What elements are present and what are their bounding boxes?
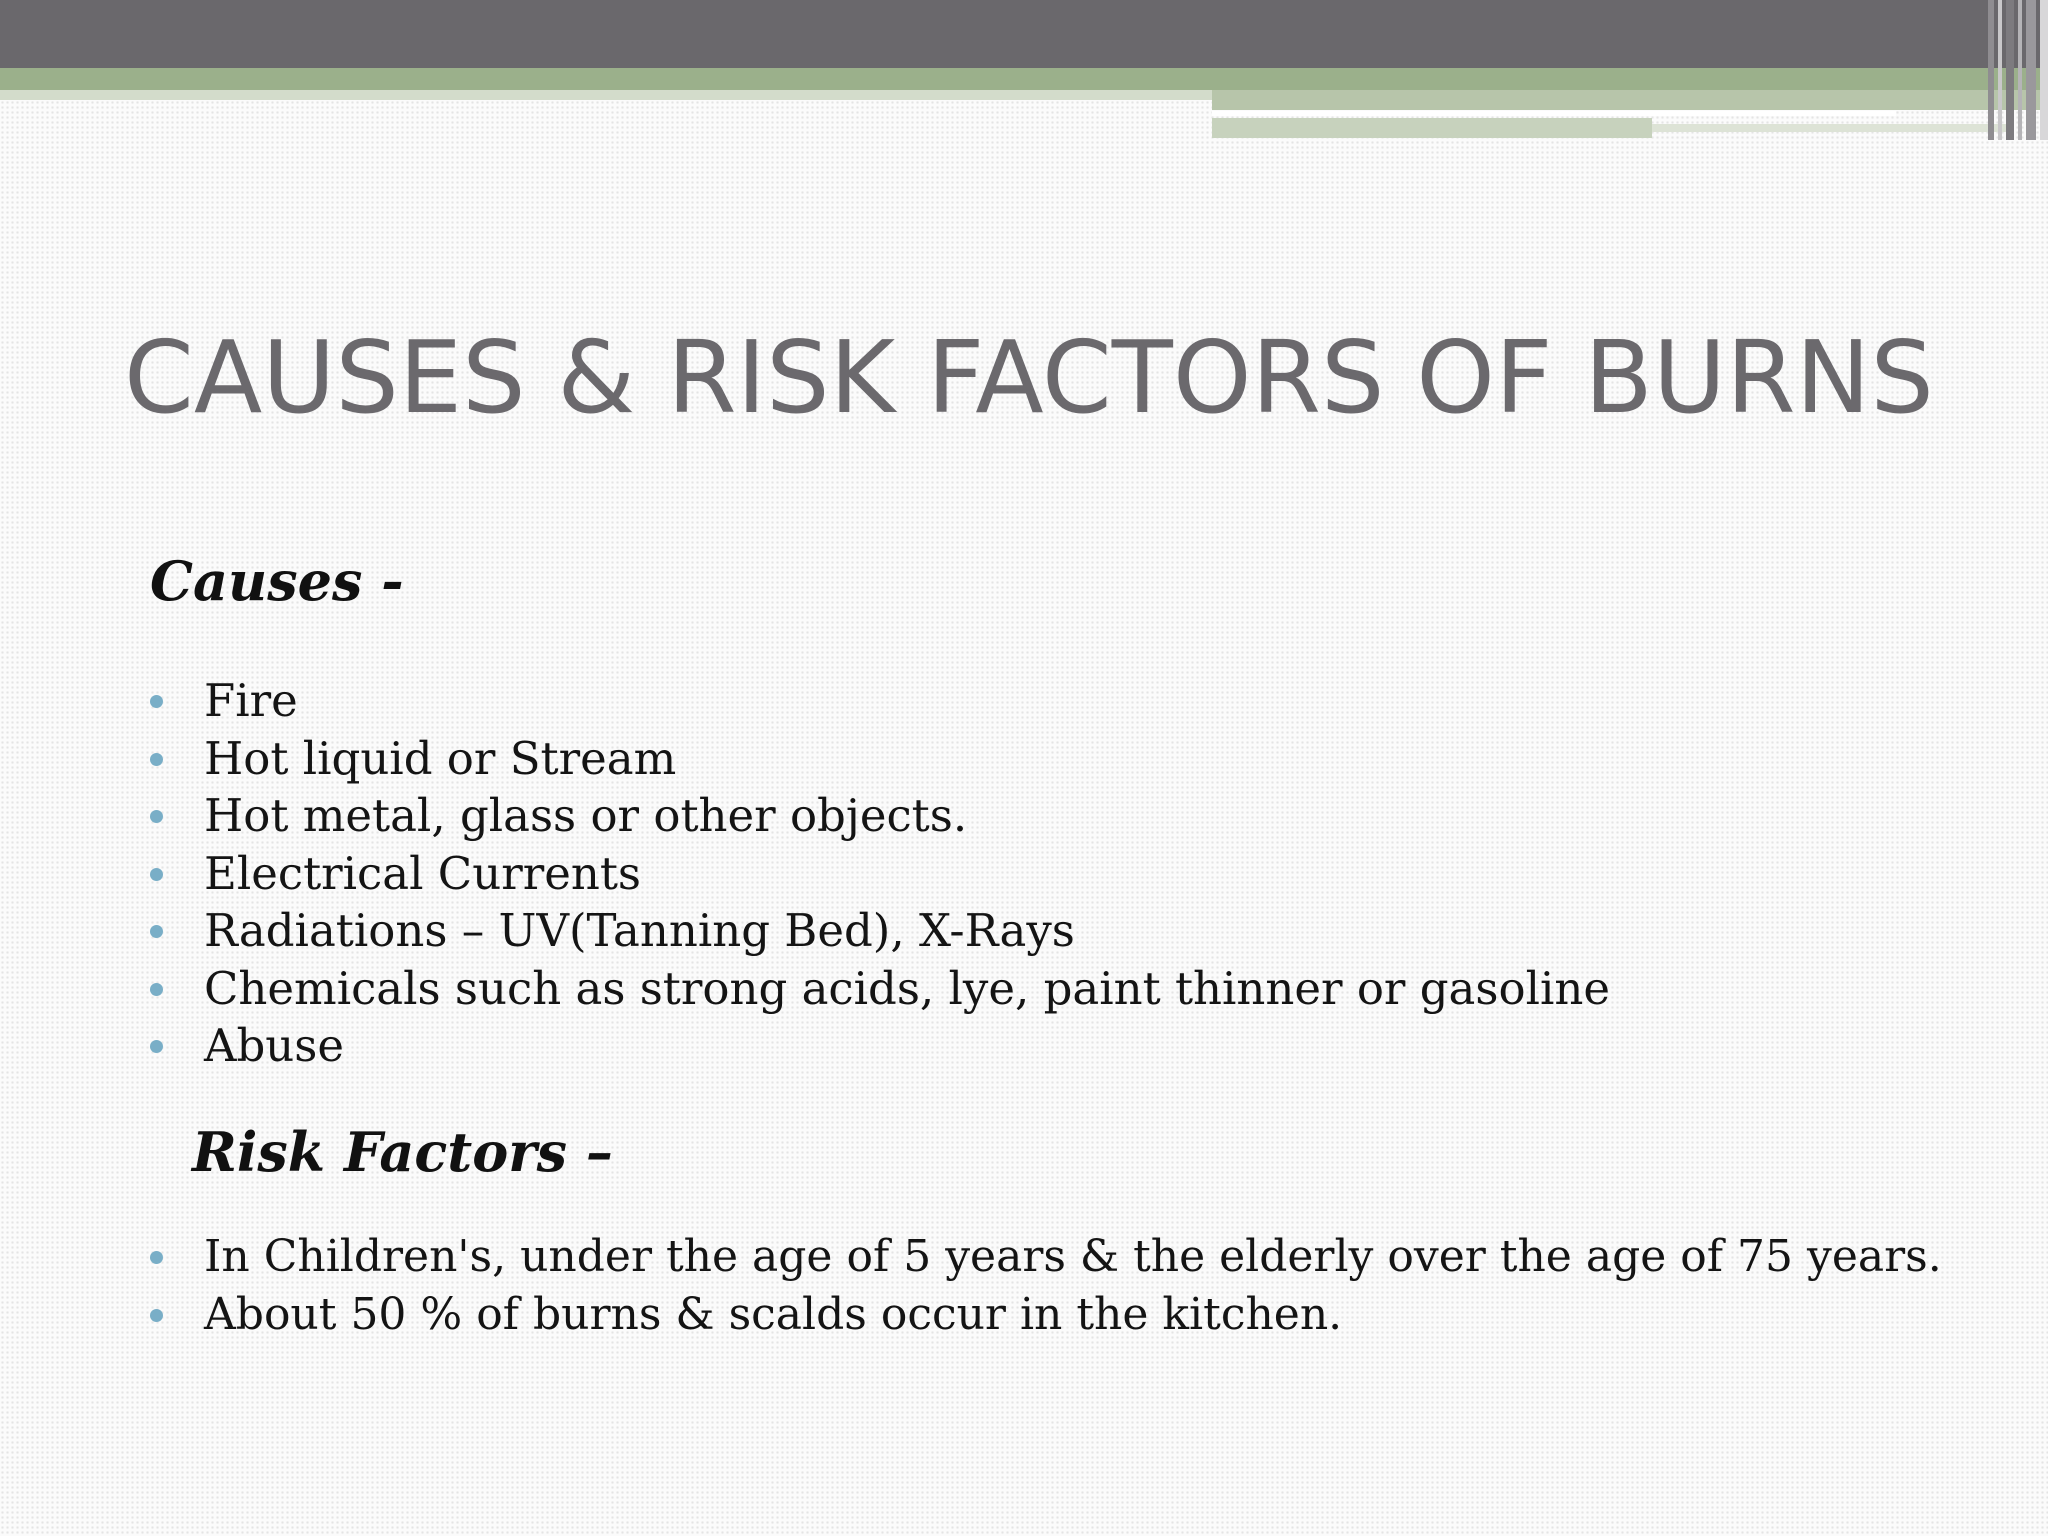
- bullet-icon: [150, 1251, 163, 1264]
- list-item-text: Chemicals such as strong acids, lye, paint thinner or gasoline: [204, 961, 1610, 1015]
- banner-light-green-band: [0, 90, 1212, 100]
- banner-vertical-stripe: [2040, 0, 2048, 140]
- list-item-text: Abuse: [204, 1019, 345, 1072]
- list-item: [150, 960, 1610, 1018]
- list-item-text: In Children's, under the age of 5 years & the elderly over the age of 75 years.: [204, 1231, 1942, 1282]
- list-item: [150, 1017, 1610, 1075]
- bullet-icon: [150, 1040, 163, 1053]
- banner-vertical-stripe: [2018, 0, 2022, 140]
- slide-title: CAUSES & RISK FACTORS OF BURNS: [124, 319, 1934, 436]
- list-item: [150, 730, 1610, 788]
- list-item-text: Radiations – UV(Tanning Bed), X-Rays: [204, 904, 1075, 957]
- banner-vertical-stripe: [2026, 0, 2036, 140]
- list-item-text: Fire: [204, 674, 298, 727]
- bullet-icon: [150, 753, 163, 766]
- risk-factors-list: [150, 1228, 1942, 1343]
- list-item-text: Hot liquid or Stream: [204, 731, 677, 785]
- banner-right-lower-band: [1212, 118, 1652, 138]
- banner-vertical-stripe: [2006, 0, 2014, 140]
- list-item-text: About 50 % of burns & scalds occur in the kitchen.: [204, 1288, 1343, 1340]
- list-item-text: Electrical Currents: [204, 846, 642, 900]
- risk-factors-heading: Risk Factors –: [192, 1120, 613, 1184]
- bullet-icon: [150, 868, 163, 881]
- banner-vertical-stripe: [1988, 0, 1994, 140]
- bullet-icon: [150, 983, 163, 996]
- banner-right-band: [1212, 90, 2048, 110]
- list-item: [150, 1228, 1942, 1286]
- bullet-icon: [150, 925, 163, 938]
- bullet-icon: [150, 1309, 163, 1322]
- causes-heading: Causes -: [150, 549, 404, 613]
- list-item-text: Hot metal, glass or other objects.: [204, 789, 968, 842]
- banner-green-band: [0, 68, 2048, 90]
- causes-list: [150, 672, 1610, 1075]
- list-item: [150, 845, 1610, 903]
- list-item: [150, 672, 1610, 730]
- banner-dark-band: [0, 0, 2048, 68]
- banner-right-accent-band: [1652, 124, 2012, 132]
- list-item: [150, 1286, 1942, 1344]
- bullet-icon: [150, 810, 163, 823]
- banner-right-line: [1212, 111, 1896, 116]
- list-item: [150, 787, 1610, 845]
- list-item: [150, 902, 1610, 960]
- bullet-icon: [150, 695, 163, 708]
- banner-vertical-stripe: [1998, 0, 2002, 140]
